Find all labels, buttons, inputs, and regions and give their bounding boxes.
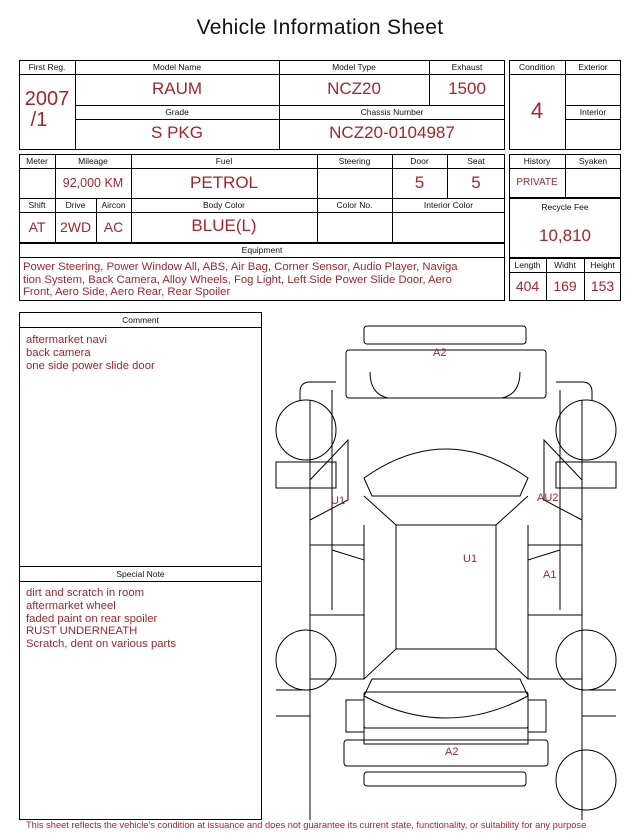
door-value: 5 [414,173,425,192]
exhaust-label: Exhaust [451,62,483,72]
interior-label: Interior [579,107,607,117]
condition-value: 4 [530,98,544,123]
door-label: Door [410,156,429,166]
wheel-front-left [276,400,336,460]
history-value: PRIVATE [516,177,558,188]
fuel-label: Fuel [215,156,233,166]
grade-value: S PKG [151,123,203,142]
door-rear-right [528,615,582,679]
fender-front-right [556,462,616,488]
equipment-line-2: tion System, Back Camera, Alloy Wheels, Fog Light, Left Side Power Slide Door, Aero [23,273,452,286]
width-label: Widht [554,260,576,270]
body-right [560,390,582,820]
body-color-value: BLUE(L) [191,216,257,235]
fender-front-left [276,462,336,488]
model-name-label: Model Name [152,62,202,72]
chassis-label: Chassis Number [360,107,424,117]
rear-window [364,679,528,718]
pillar-right [556,382,592,400]
height-value: 153 [590,278,615,294]
recycle-fee-value: 10,810 [539,226,591,245]
length-value: 404 [515,278,540,294]
fender-rear-right [582,690,616,716]
roof-panel [396,525,496,649]
seat-label: Seat [467,156,485,166]
length-label: Length [514,260,541,270]
syaken-label: Syaken [578,156,608,166]
mark-right-front: AU2 [537,492,559,504]
history-label: History [523,156,551,166]
body-left [310,390,332,820]
windshield [364,449,528,496]
side-mirror-right [528,525,560,560]
exterior-label: Exterior [578,62,608,72]
mark-center: U1 [463,553,478,565]
drive-value: 2WD [59,219,92,235]
rear-panel [364,728,528,744]
special-note-text: dirt and scratch in room aftermarket wheel faded paint on rear spoiler RUST UNDERNEATH Scratch, dent on various parts [26,587,177,651]
mark-bottom: A2 [445,746,459,758]
condition-label: Condition [519,62,555,72]
side-left-front [310,440,348,520]
sheet-title: Vehicle Information Sheet [196,16,444,39]
door-front-left [310,545,364,615]
door-rear-left [310,615,364,679]
tailgate [364,692,528,728]
front-grille-right [502,372,520,398]
aircon-label: Aircon [101,200,126,210]
body-color-label: Body Color [202,200,246,210]
first-reg-year: 2007 [24,88,70,110]
mark-right-rear: A1 [543,569,557,581]
wheel-rear-left [276,630,336,690]
aircon-value: AC [103,219,124,235]
exhaust-value: 1500 [448,79,486,98]
comment-label: Comment [122,315,159,325]
chassis-value: NCZ20-0104987 [329,123,455,142]
vehicle-diagram [270,320,620,820]
comment-text: aftermarket navi back camera one side power slide door [26,334,155,372]
model-type-value: NCZ20 [327,79,381,98]
first-reg-label: First Reg. [28,62,66,72]
mark-left: U1 [331,495,346,507]
spare-wheel [556,750,616,810]
meter-label: Meter [26,156,48,166]
first-reg-month: /1 [30,109,48,131]
equipment-line-3: Front, Aero Side, Aero Rear, Rear Spoiler [23,286,231,298]
width-value: 169 [553,278,577,294]
fender-rear-left [276,690,310,716]
side-mirror-left [332,525,364,560]
mark-top: A2 [433,347,447,359]
disclaimer-footer: This sheet reflects the vehicle's condition at issuance and does not guarantee its current state, functionality, or suitability for any purpose [26,820,587,830]
pillar-left [300,382,336,400]
fuel-value: PETROL [189,173,259,192]
roof-rear-edge [364,649,528,679]
model-name-value: RAUM [151,79,203,98]
front-bumper-top [364,326,526,344]
color-no-label: Color No. [336,200,373,210]
interior-color-label: Interior Color [423,200,474,210]
recycle-fee-label: Recycle Fee [541,202,589,212]
rear-bumper-lower [364,772,526,786]
wheel-rear-right [556,630,616,690]
wheel-front-right [556,400,616,460]
rear-lamp-right [528,700,546,732]
model-type-label: Model Type [332,62,376,72]
equipment-label: Equipment [241,245,283,255]
shift-label: Shift [28,200,46,210]
drive-label: Drive [65,200,86,210]
height-label: Height [590,260,615,270]
side-right-front [544,440,582,520]
steering-label: Steering [338,156,371,166]
rear-lamp-left [346,700,364,732]
mileage-value: 92,000 KM [62,176,124,190]
front-grille [370,372,388,398]
mileage-label: Mileage [78,156,108,166]
equipment-line-1: Power Steering, Power Window All, ABS, Air Bag, Corner Sensor, Audio Player, Naviga [23,261,458,273]
shift-value: AT [28,219,46,235]
roof-front-edge [364,496,528,525]
seat-value: 5 [471,173,481,192]
special-note-label: Special Note [116,569,165,579]
grade-label: Grade [165,107,189,117]
